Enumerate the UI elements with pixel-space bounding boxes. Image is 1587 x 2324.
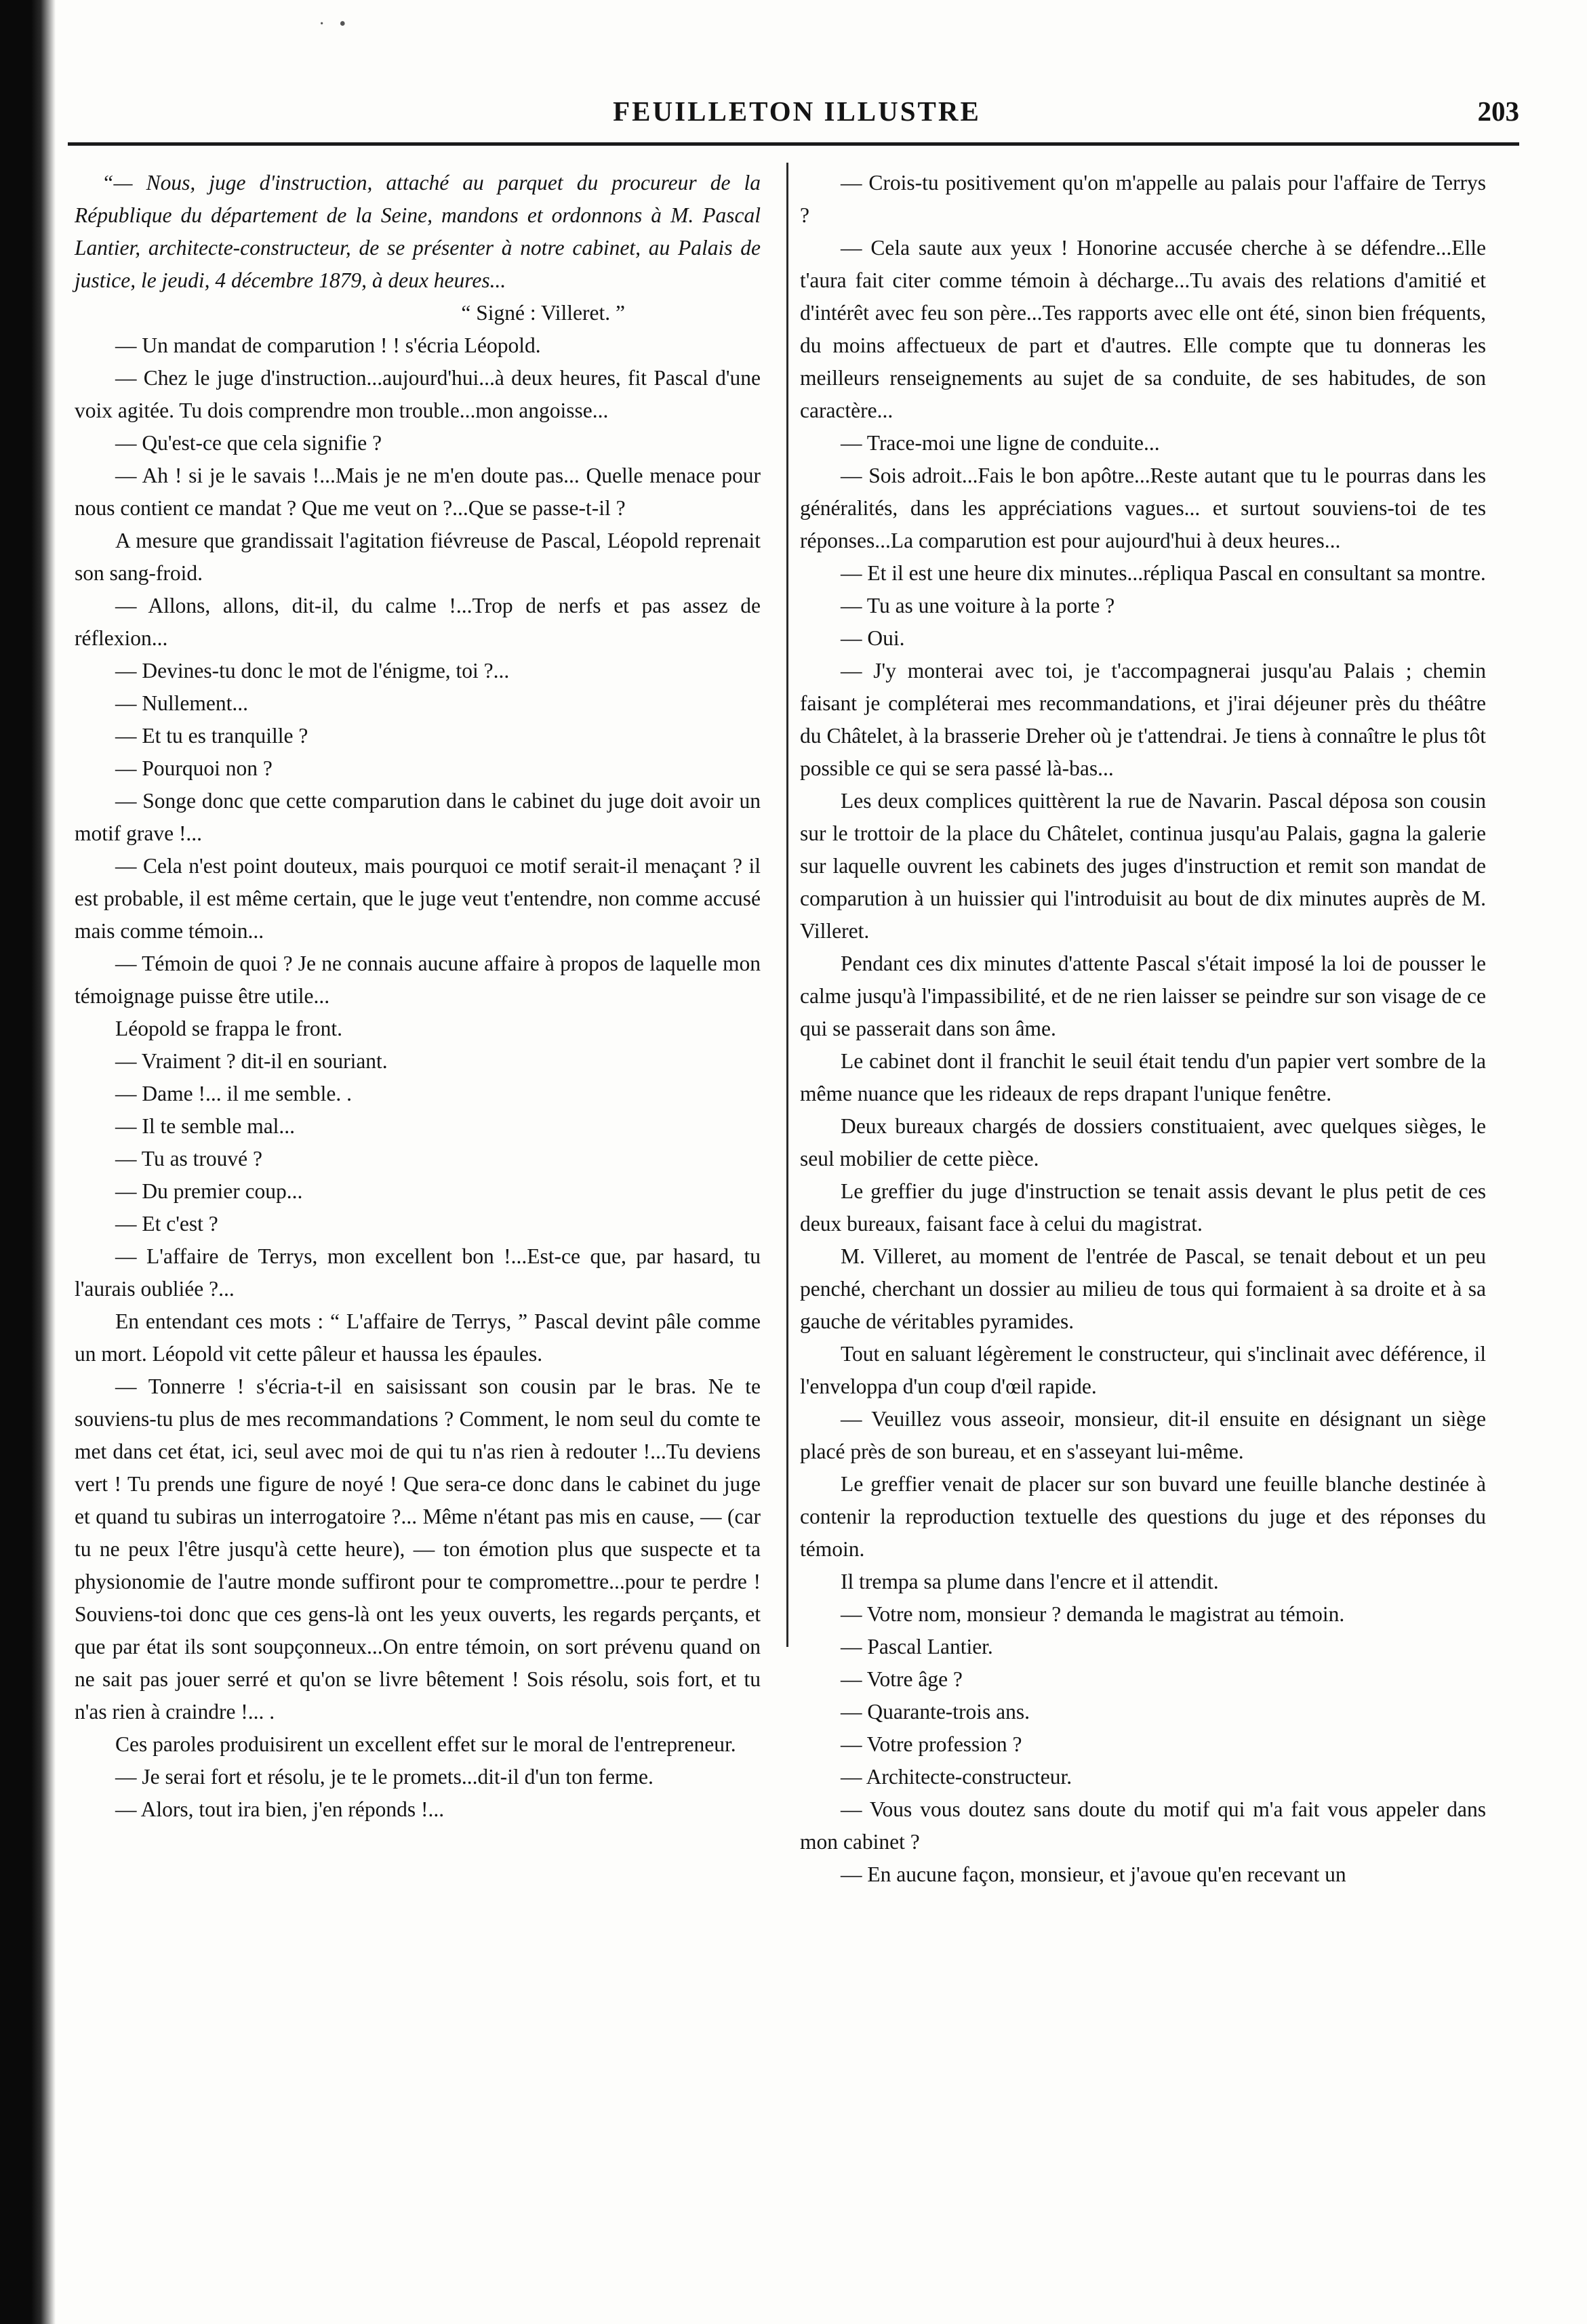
paragraph: — Cela saute aux yeux ! Honorine accusée cherche à se défendre...Elle t'aura fait citer comme témoin à décharge...Tu avais des relations d'amitié et d'intérêt avec feu son père...Tes rapports avec elle ont été, sinon bien fréquents, du moins affectueux de part et d'autres. Elle compte que tu donneras les meilleurs renseignements au sujet de sa conduite, de ses habitudes, de son caractère...	[800, 236, 1486, 422]
paragraph: — Vraiment ? dit-il en souriant.	[115, 1049, 388, 1073]
paragraph: — Architecte-constructeur.	[841, 1765, 1072, 1789]
paragraph: — Témoin de quoi ? Je ne connais aucune affaire à propos de laquelle mon témoignage puisse être utile...	[75, 952, 761, 1008]
paragraph: — Qu'est-ce que cela signifie ?	[115, 431, 382, 455]
paragraph: — L'affaire de Terrys, mon excellent bon !...Est-ce que, par hasard, tu l'aurais oubliée ?...	[75, 1244, 761, 1301]
paragraph: Les deux complices quittèrent la rue de Navarin. Pascal déposa son cousin sur le trottoir de la place du Châtelet, continua jusqu'au Palais, gagna la galerie sur laquelle ouvrent les cabinets des juges d'instruction et remit son mandat de comparution à un huissier qui l'introduisit au bout de dix minutes auprès de M. Villeret.	[800, 789, 1486, 943]
paragraph: — Et il est une heure dix minutes...répliqua Pascal en consultant sa montre.	[841, 561, 1486, 585]
paragraph: A mesure que grandissait l'agitation fiévreuse de Pascal, Léopold reprenait son sang-froid.	[75, 529, 761, 585]
paragraph: — Cela n'est point douteux, mais pourquoi ce motif serait-il menaçant ? il est probable, il est même certain, que le juge veut t'entendre, non comme accusé mais comme témoin...	[75, 854, 761, 943]
paragraph: — Allons, allons, dit-il, du calme !...Trop de nerfs et pas assez de réflexion...	[75, 594, 761, 650]
paragraph: — Ah ! si je le savais !...Mais je ne m'en doute pas... Quelle menace pour nous contient ce mandat ? Que me veut on ?...Que se passe-t-il ?	[75, 464, 761, 520]
paragraph: — Tonnerre ! s'écria-t-il en saisissant son cousin par le bras. Ne te souviens-tu plus de mes recommandations ? Comment, le nom seul du comte te met dans cet état, ici, seul avec moi de qui tu n'as rien à redouter !...Tu deviens vert ! Tu prends une figure de noyé ! Que sera-ce donc dans le cabinet du juge et quand tu subiras un interrogatoire ?... Même n'étant pas mis en cause, — (car tu ne peux l'être jusqu'à cette heure), — ton émotion plus que suspecte et ta physionomie de l'autre monde suffiront pour te compromettre...pour te perdre ! Souviens-toi donc que ces gens-là ont les yeux ouverts, les regards perçants, et que par état ils sont soupçonneux...On entre témoin, on sort prévenu quand on ne sait pas jouer serré et qu'on se livre bêtement ! Sois résolu, sois fort, et tu n'as rien à craindre !... .	[75, 1374, 761, 1724]
paragraph: — Tu as une voiture à la porte ?	[841, 594, 1115, 617]
left-column	[75, 167, 761, 1826]
paragraph: — Vous vous doutez sans doute du motif qui m'a fait vous appeler dans mon cabinet ?	[800, 1797, 1486, 1854]
page-header	[75, 95, 1519, 133]
paragraph: — Votre profession ?	[841, 1732, 1022, 1756]
paragraph: — Du premier coup...	[115, 1179, 303, 1203]
print-specks: · •	[319, 14, 346, 35]
paragraph: — Songe donc que cette comparution dans le cabinet du juge doit avoir un motif grave !...	[75, 789, 761, 845]
header-rule	[68, 142, 1519, 146]
paragraph: — Nullement...	[115, 691, 248, 715]
paragraph: — Et c'est ?	[115, 1212, 218, 1236]
paragraph: M. Villeret, au moment de l'entrée de Pascal, se tenait debout et un peu penché, cherchant un dossier au milieu de tous qui formaient à sa droite et à sa gauche de véritables pyramides.	[800, 1244, 1486, 1333]
paragraph: — Pascal Lantier.	[841, 1635, 993, 1658]
signature-line: “ Signé : Villeret. ”	[461, 301, 625, 325]
paragraph: En entendant ces mots : “ L'affaire de Terrys, ” Pascal devint pâle comme un mort. Léopold vit cette pâleur et haussa les épaules.	[75, 1309, 761, 1366]
paragraph: — Devines-tu donc le mot de l'énigme, toi ?...	[115, 659, 510, 682]
paragraph: — Oui.	[841, 626, 905, 650]
paragraph: “— Nous, juge d'instruction, attaché au parquet du procureur de la République du département de la Seine, mandons et ordonnons à M. Pascal Lantier, architecte-constructeur, de se présenter à notre cabinet, au Palais de justice, le jeudi, 4 décembre 1879, à deux heures...	[75, 171, 761, 292]
page-number: 203	[1477, 96, 1519, 127]
paragraph: — Et tu es tranquille ?	[115, 724, 308, 748]
paragraph: — Crois-tu positivement qu'on m'appelle au palais pour l'affaire de Terrys ?	[800, 171, 1486, 227]
paragraph: Le greffier venait de placer sur son buvard une feuille blanche destinée à contenir la reproduction textuelle des questions du juge et des réponses du témoin.	[800, 1472, 1486, 1561]
paragraph: — Veuillez vous asseoir, monsieur, dit-il ensuite en désignant un siège placé près de son bureau, et en s'asseyant lui-même.	[800, 1407, 1486, 1463]
paragraph: Léopold se frappa le front.	[115, 1017, 342, 1040]
paragraph: — Votre âge ?	[841, 1667, 963, 1691]
paragraph: Tout en saluant légèrement le constructeur, qui s'inclinait avec déférence, il l'enveloppa d'un coup d'œil rapide.	[800, 1342, 1486, 1398]
paragraph: Deux bureaux chargés de dossiers constituaient, avec quelques sièges, le seul mobilier de cette pièce.	[800, 1114, 1486, 1170]
paragraph: Le greffier du juge d'instruction se tenait assis devant le plus petit de ces deux bureaux, faisant face à celui du magistrat.	[800, 1179, 1486, 1236]
paragraph: — Pourquoi non ?	[115, 756, 273, 780]
paragraph: — En aucune façon, monsieur, et j'avoue qu'en recevant un	[841, 1862, 1346, 1886]
right-column	[800, 167, 1486, 1891]
paragraph: Pendant ces dix minutes d'attente Pascal s'était imposé la loi de pousser le calme jusqu'à l'impassibilité, et de ne rien laisser se peindre sur son visage de ce qui se passerait dans son âme.	[800, 952, 1486, 1040]
paragraph: — Dame !... il me semble. .	[115, 1082, 353, 1105]
paragraph: — Un mandat de comparution ! ! s'écria Léopold.	[115, 333, 541, 357]
paragraph: — Je serai fort et résolu, je te le promets...dit-il d'un ton ferme.	[115, 1765, 654, 1789]
paragraph: — Tu as trouvé ?	[115, 1147, 263, 1170]
paragraph: — Il te semble mal...	[115, 1114, 296, 1138]
column-divider	[786, 163, 788, 1647]
paragraph: — Votre nom, monsieur ? demanda le magistrat au témoin.	[841, 1602, 1345, 1626]
paragraph: — Chez le juge d'instruction...aujourd'hui...à deux heures, fit Pascal d'une voix agitée. Tu dois comprendre mon trouble...mon angoisse...	[75, 366, 761, 422]
paragraph: Le cabinet dont il franchit le seuil était tendu d'un papier vert sombre de la même nuance que les rideaux de reps drapant l'unique fenêtre.	[800, 1049, 1486, 1105]
paragraph: Il trempa sa plume dans l'encre et il attendit.	[841, 1570, 1219, 1593]
paragraph: — Alors, tout ira bien, j'en réponds !...	[115, 1797, 445, 1821]
paragraph: Ces paroles produisirent un excellent effet sur le moral de l'entrepreneur.	[115, 1732, 736, 1756]
paragraph: — J'y monterai avec toi, je t'accompagnerai jusqu'au Palais ; chemin faisant je compléterai mes recommandations, et j'irai déjeuner près du théâtre du Châtelet, à la brasserie Dreher où je t'attendrai. Je tiens à connaître le plus tôt possible ce qui se sera passé là-bas...	[800, 659, 1486, 780]
running-title: FEUILLETON ILLUSTRE	[613, 96, 981, 127]
book-spine-shadow	[0, 0, 56, 2324]
paragraph: — Trace-moi une ligne de conduite...	[841, 431, 1160, 455]
paragraph: — Sois adroit...Fais le bon apôtre...Reste autant que tu le pourras dans les généralités, dans les appréciations vagues... et surtout souviens-toi de tes réponses...La comparution est pour aujourd'hui à deux heures...	[800, 464, 1486, 552]
paragraph: — Quarante-trois ans.	[841, 1700, 1030, 1724]
